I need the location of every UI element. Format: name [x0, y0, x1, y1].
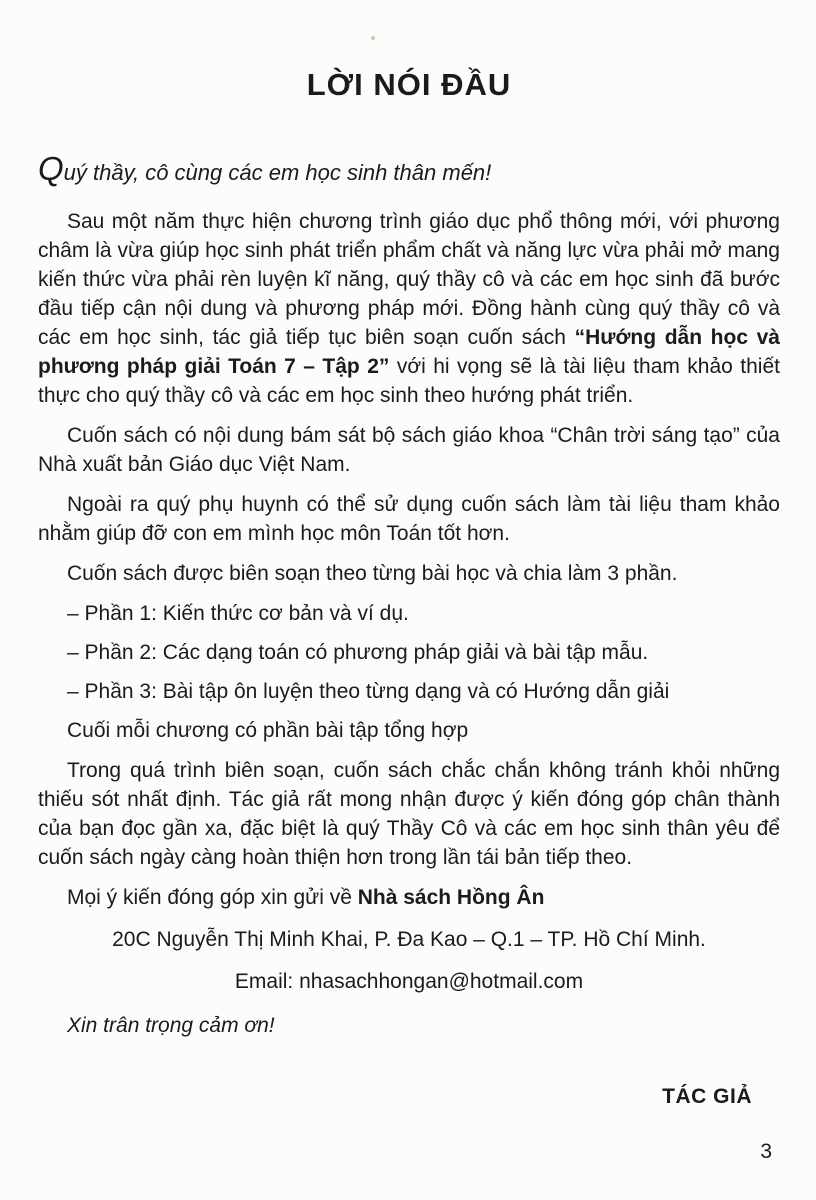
book-title-bold: “Hướng dẫn học và phương pháp giải Toán 7 – Tập 2”: [38, 326, 780, 378]
parents-paragraph: Ngoài ra quý phụ huynh có thể sử dụng cuốn sách làm tài liệu tham khảo nhằm giúp đỡ con em mình học môn Toán tốt hơn.: [38, 493, 780, 545]
part-item-1: – Phần 1: Kiến thức cơ bản và ví dụ.: [67, 602, 409, 625]
salutation-rest: uý thầy, cô cùng các em học sinh thân mến!: [63, 160, 492, 185]
intro-text-before: Sau một năm thực hiện chương trình giáo dục phổ thông mới, với phương châm là vừa giúp học sinh phát triển phẩm chất và năng lực vừa phải mở mang kiến thức vừa phải rèn luyện kĩ năng, quý thầy cô và các em học sinh đã bước đầu tiếp cận nội dung và phương pháp mới. Đồng hành cùng quý thầy cô và các em học sinh, tác giả tiếp tục biên soạn cuốn sách: [38, 210, 780, 349]
feedback-paragraph: Trong quá trình biên soạn, cuốn sách chắc chắn không tránh khỏi những thiếu sót nhất định. Tác giả rất mong nhận được ý kiến đóng góp chân thành của bạn đọc gần xa, đặc biệt là quý Thầy Cô và các em học sinh thân yêu để cuốn sách ngày càng hoàn thiện hơn trong lần tái bản tiếp theo.: [38, 759, 780, 869]
intro-text-after: với hi vọng sẽ là tài liệu tham khảo thiết thực cho quý thầy cô và các em học sinh theo hướng phát triển.: [38, 355, 780, 407]
scan-speck: [371, 36, 375, 40]
source-paragraph: Cuốn sách có nội dung bám sát bộ sách giáo khoa “Chân trời sáng tạo” của Nhà xuất bản Giáo dục Việt Nam.: [38, 424, 780, 476]
chapter-note: Cuối mỗi chương có phần bài tập tổng hợp: [67, 719, 469, 742]
part-item-3: – Phần 3: Bài tập ôn luyện theo từng dạng và có Hướng dẫn giải: [67, 680, 670, 703]
author-signature: TÁC GIẢ: [662, 1085, 752, 1108]
part-item-2: – Phần 2: Các dạng toán có phương pháp giải và bài tập mẫu.: [67, 641, 649, 664]
intro-paragraph: [38, 207, 780, 410]
contact-prefix: Mọi ý kiến đóng góp xin gửi về: [67, 886, 358, 909]
email-address: nhasachhongan@hotmail.com: [299, 970, 584, 993]
page-number: 3: [760, 1140, 772, 1163]
email-label: Email:: [234, 970, 300, 993]
email-line: [38, 967, 780, 996]
closing-line: Xin trân trọng cảm ơn!: [67, 1014, 275, 1037]
salutation-initial: Q: [38, 150, 64, 187]
preface-title: LỜI NÓI ĐẦU: [306, 67, 512, 102]
address-line: 20C Nguyễn Thị Minh Khai, P. Đa Kao – Q.1 – TP. Hồ Chí Minh.: [112, 928, 706, 951]
structure-paragraph: Cuốn sách được biên soạn theo từng bài học và chia làm 3 phần.: [67, 562, 678, 585]
salutation-line: [38, 150, 780, 190]
contact-line: [38, 883, 780, 912]
bookstore-name: Nhà sách Hồng Ân: [357, 886, 545, 909]
